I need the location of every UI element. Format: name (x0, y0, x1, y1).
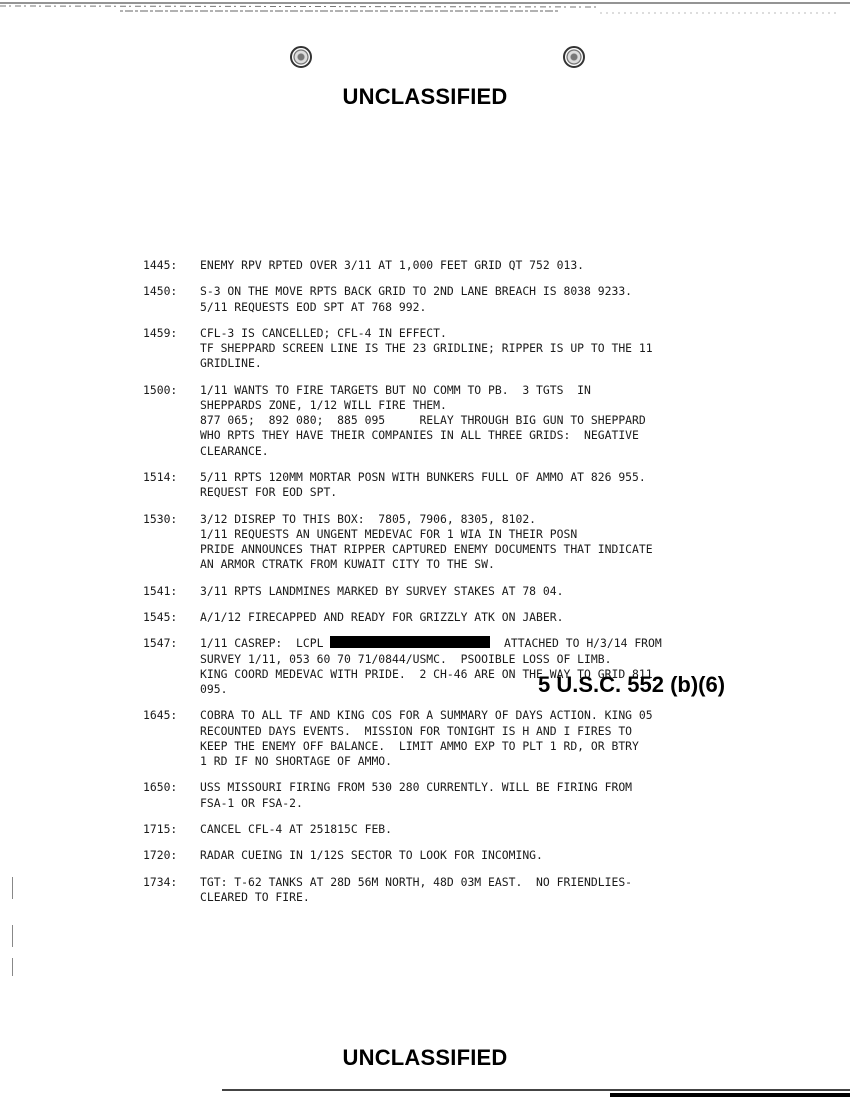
entry-text: COBRA TO ALL TF AND KING COS FOR A SUMMARY OF DAYS ACTION. KING 05 RECOUNTED DAYS EVENTS. MISSION FOR TONIGHT IS H AND I FIRES TO KEEP THE ENEMY OFF BALANCE. LIMIT AMMO EXP TO PLT 1 RD, OR BTRY 1 RD IF NO SHORTAGE OF AMMO. (200, 708, 653, 768)
entry-text: S-3 ON THE MOVE RPTS BACK GRID TO 2ND LANE BREACH IS 8038 9233. 5/11 REQUESTS EOD SPT AT 768 992. (200, 284, 633, 314)
entry-time: 1715: (143, 821, 178, 836)
entry-time: 1547: (143, 636, 178, 651)
log-entry (143, 848, 763, 863)
entry-time: 1545: (143, 609, 178, 624)
entry-text: CANCEL CFL-4 AT 251815C FEB. (200, 821, 393, 836)
entry-time: 1450: (143, 284, 178, 299)
entry-text: CFL-3 IS CANCELLED; CFL-4 IN EFFECT. TF SHEPPARD SCREEN LINE IS THE 23 GRIDLINE; RIPPER IS UP TO THE 11 GRIDLINE. (200, 325, 653, 371)
entry-text: 1/11 WANTS TO FIRE TARGETS BUT NO COMM TO PB. 3 TGTS IN SHEPPARDS ZONE, 1/12 WILL FIRE THEM. 877 065; 892 080; 885 095 RELAY THROUGH BIG GUN TO SHEPPARD WHO RPTS THEY HAVE THEIR COMPANIES IN ALL THREE GRIDS: NEGATIVE CLEARANCE. (200, 382, 646, 458)
log-entry (143, 610, 763, 625)
entry-text: A/1/12 FIRECAPPED AND READY FOR GRIZZLY ATK ON JABER. (200, 609, 564, 624)
entry-text: TGT: T-62 TANKS AT 28D 56M NORTH, 48D 03M EAST. NO FRIENDLIES- CLEARED TO FIRE. (200, 874, 633, 904)
entry-text: USS MISSOURI FIRING FROM 530 280 CURRENTLY. WILL BE FIRING FROM FSA-1 OR FSA-2. (200, 780, 633, 810)
scan-bar-bottom (610, 1093, 850, 1097)
entry-time: 1445: (143, 258, 178, 272)
log-entry (143, 258, 763, 273)
entry-time: 1720: (143, 848, 178, 863)
log-entry (143, 708, 763, 769)
header-classification: UNCLASSIFIED (342, 84, 508, 109)
entry-time: 1530: (143, 511, 178, 526)
margin-mark (12, 958, 13, 976)
footer-classification: UNCLASSIFIED (342, 1045, 508, 1070)
entry-text: 3/12 DISREP TO THIS BOX: 7805, 7906, 8305, 8102. 1/11 REQUESTS AN UNGENT MEDEVAC FOR 1 WIA IN THEIR POSN PRIDE ANNOUNCES THAT RIPPER CAPTURED ENEMY DOCUMENTS THAT INDICATE AN ARMOR CTRATK FROM KUWAIT CITY TO THE SW. (200, 511, 653, 572)
margin-mark (12, 925, 13, 947)
entry-text: RADAR CUEING IN 1/12S SECTOR TO LOOK FOR INCOMING. (200, 848, 543, 863)
entry-time: 1459: (143, 325, 178, 340)
log-entry (143, 326, 763, 372)
entry-time: 1650: (143, 780, 178, 795)
entry-text: 5/11 RPTS 120MM MORTAR POSN WITH BUNKERS FULL OF AMMO AT 826 955. REQUEST FOR EOD SPT. (200, 469, 646, 500)
redaction-block (330, 636, 490, 648)
log-entry (143, 822, 763, 837)
entry-time: 1645: (143, 708, 178, 723)
scan-line-bottom (222, 1089, 850, 1091)
margin-mark (12, 877, 13, 899)
entry-text: 3/11 RPTS LANDMINES MARKED BY SURVEY STAKES AT 78 04. (200, 583, 564, 598)
log-entry (143, 875, 763, 905)
log-entry (143, 470, 763, 500)
entry-text-part: ATTACHED TO H/3/14 FROM SURVEY 1/11, 053 60 70 71/0844/USMC. PSOOIBLE LOSS OF LIMB. KING COORD MEDEVAC WITH PRIDE. 2 CH-46 ARE ON THE WAY TO GRID 811 095. (200, 636, 662, 696)
operations-log (143, 258, 763, 916)
entry-time: 1514: (143, 469, 178, 484)
entry-time: 1734: (143, 874, 178, 889)
log-entry (143, 512, 763, 573)
scan-noise-top (0, 0, 850, 16)
log-entry (143, 584, 763, 599)
entry-time: 1500: (143, 382, 178, 397)
seal-icon-right (563, 46, 585, 68)
log-entry (143, 383, 763, 459)
redaction-exemption-label: 5 U.S.C. 552 (b)(6) (538, 672, 726, 697)
seal-icon-left (290, 46, 312, 68)
log-entry (143, 780, 763, 810)
entry-text-part: 1/11 CASREP: LCPL (200, 636, 324, 651)
log-entry (143, 284, 763, 314)
entry-time: 1541: (143, 583, 178, 598)
entry-text: ENEMY RPV RPTED OVER 3/11 AT 1,000 FEET GRID QT 752 013. (200, 258, 585, 272)
